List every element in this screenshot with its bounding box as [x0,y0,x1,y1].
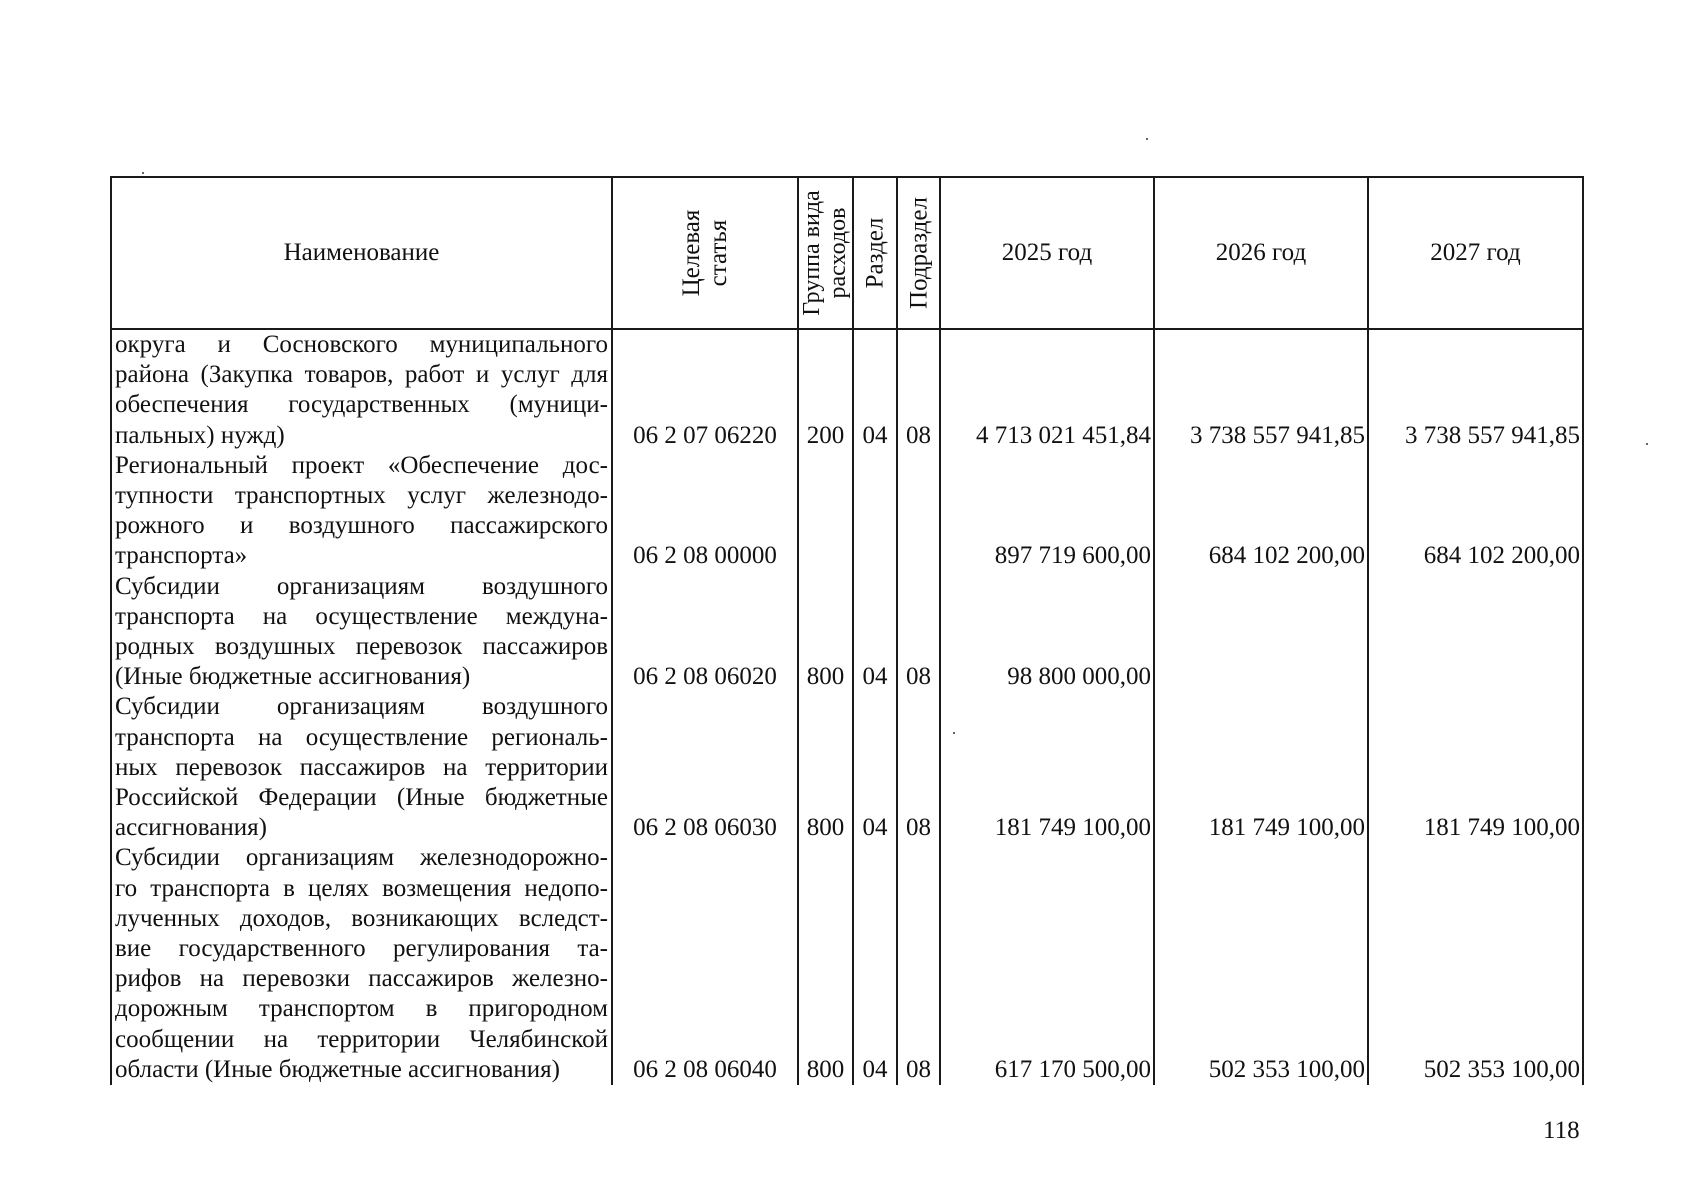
row-amount-2027: 181 749 100,00 [1368,692,1583,843]
row-group: 800 [798,843,853,1085]
row-target: 06 2 08 00000 [612,451,798,572]
row-subsection: 08 [897,843,940,1085]
row-target: 06 2 08 06020 [612,572,798,693]
name-line: Субсидии организациям воздушного [115,693,608,721]
row-name [111,572,612,693]
scan-speck [1646,443,1648,445]
row-amount-2026: 181 749 100,00 [1154,692,1368,843]
row-name [111,329,612,451]
name-line: вие государственного регулирования та- [115,935,608,963]
name-line: района (Закупка товаров, работ и услуг для [115,361,608,389]
row-amount-2027: 502 353 100,00 [1368,843,1583,1085]
name-line: транспорта на осуществление междуна- [115,602,608,630]
name-line: Российской Федерации (Иные бюджетные [115,784,608,812]
header-subsection-text: Подраздел [905,197,932,309]
page-number: 118 [1543,1117,1580,1144]
header-subsection [897,177,940,329]
row-name [111,843,612,1085]
header-expense-group [798,177,853,329]
row-amount-2025: 4 713 021 451,84 [940,329,1154,451]
row-group: 800 [798,572,853,693]
header-section [853,177,897,329]
name-line: лученных доходов, возникающих вследст- [115,904,608,932]
budget-table [110,176,1584,1085]
row-subsection: 08 [897,329,940,451]
header-section-text: Раздел [861,217,889,289]
name-line: Субсидии организациям железнодорожно- [115,844,608,872]
name-line: транспорта на осуществление региональ- [115,723,608,751]
row-section: 04 [853,329,897,451]
row-section: 04 [853,692,897,843]
header-year-2026: 2026 год [1154,177,1368,329]
name-line: сообщении на территории Челябинской [115,1025,608,1053]
table-row [111,692,1583,843]
header-group-text: Группа вида расходов [798,190,851,316]
name-line: обеспечения государственных (муници- [115,391,608,419]
row-target: 06 2 07 06220 [612,329,798,451]
name-line: го транспорта в целях возмещения недопо- [115,874,608,902]
row-amount-2027: 3 738 557 941,85 [1368,329,1583,451]
row-group [798,451,853,572]
name-line: пальных) нужд) [115,421,285,449]
row-target: 06 2 08 06030 [612,692,798,843]
scan-speck [1146,138,1148,140]
row-amount-2027: 684 102 200,00 [1368,451,1583,572]
header-year-2025: 2025 год [940,177,1154,329]
name-line: рожного и воздушного пассажирского [115,512,608,540]
table-row [111,329,1583,451]
row-amount-2027 [1368,572,1583,693]
row-subsection: 08 [897,692,940,843]
row-group: 800 [798,692,853,843]
header-name: Наименование [111,177,612,329]
name-line: дорожным транспортом в пригородном [115,995,608,1023]
name-line: области (Иные бюджетные ассигнования) [115,1055,561,1083]
row-amount-2026: 502 353 100,00 [1154,843,1368,1085]
header-year-2027: 2027 год [1368,177,1583,329]
table-row [111,451,1583,572]
name-line: тупности транспортных услуг железнодо- [115,482,608,510]
header-target-text: Целевая статья [678,209,732,297]
row-amount-2026: 3 738 557 941,85 [1154,329,1368,451]
table-body [111,329,1583,1085]
row-section: 04 [853,843,897,1085]
row-amount-2026: 684 102 200,00 [1154,451,1368,572]
row-target: 06 2 08 06040 [612,843,798,1085]
row-amount-2025: 897 719 600,00 [940,451,1154,572]
row-amount-2025: 98 800 000,00 [940,572,1154,693]
name-line: ных перевозок пассажиров на территории [115,753,608,781]
row-amount-2026 [1154,572,1368,693]
row-name [111,692,612,843]
name-line: рифов на перевозки пассажиров железно- [115,965,608,993]
row-subsection: 08 [897,572,940,693]
row-amount-2025: 617 170 500,00 [940,843,1154,1085]
table-header [111,177,1583,329]
scan-speck [142,172,144,174]
table-row [111,843,1583,1085]
name-line: Субсидии организациям воздушного [115,572,608,600]
name-line: округа и Сосновского муниципального [115,331,608,358]
name-line: транспорта» [115,542,248,570]
row-group: 200 [798,329,853,451]
table-row [111,572,1583,693]
row-section [853,451,897,572]
row-name [111,451,612,572]
row-section: 04 [853,572,897,693]
name-line: (Иные бюджетные ассигнования) [115,663,471,691]
row-subsection [897,451,940,572]
name-line: ассигнования) [115,814,267,842]
scan-speck [953,732,955,734]
header-target-article [612,177,798,329]
name-line: родных воздушных перевозок пассажиров [115,633,608,661]
name-line: Региональный проект «Обеспечение дос- [115,451,608,479]
row-amount-2025: 181 749 100,00 [940,692,1154,843]
